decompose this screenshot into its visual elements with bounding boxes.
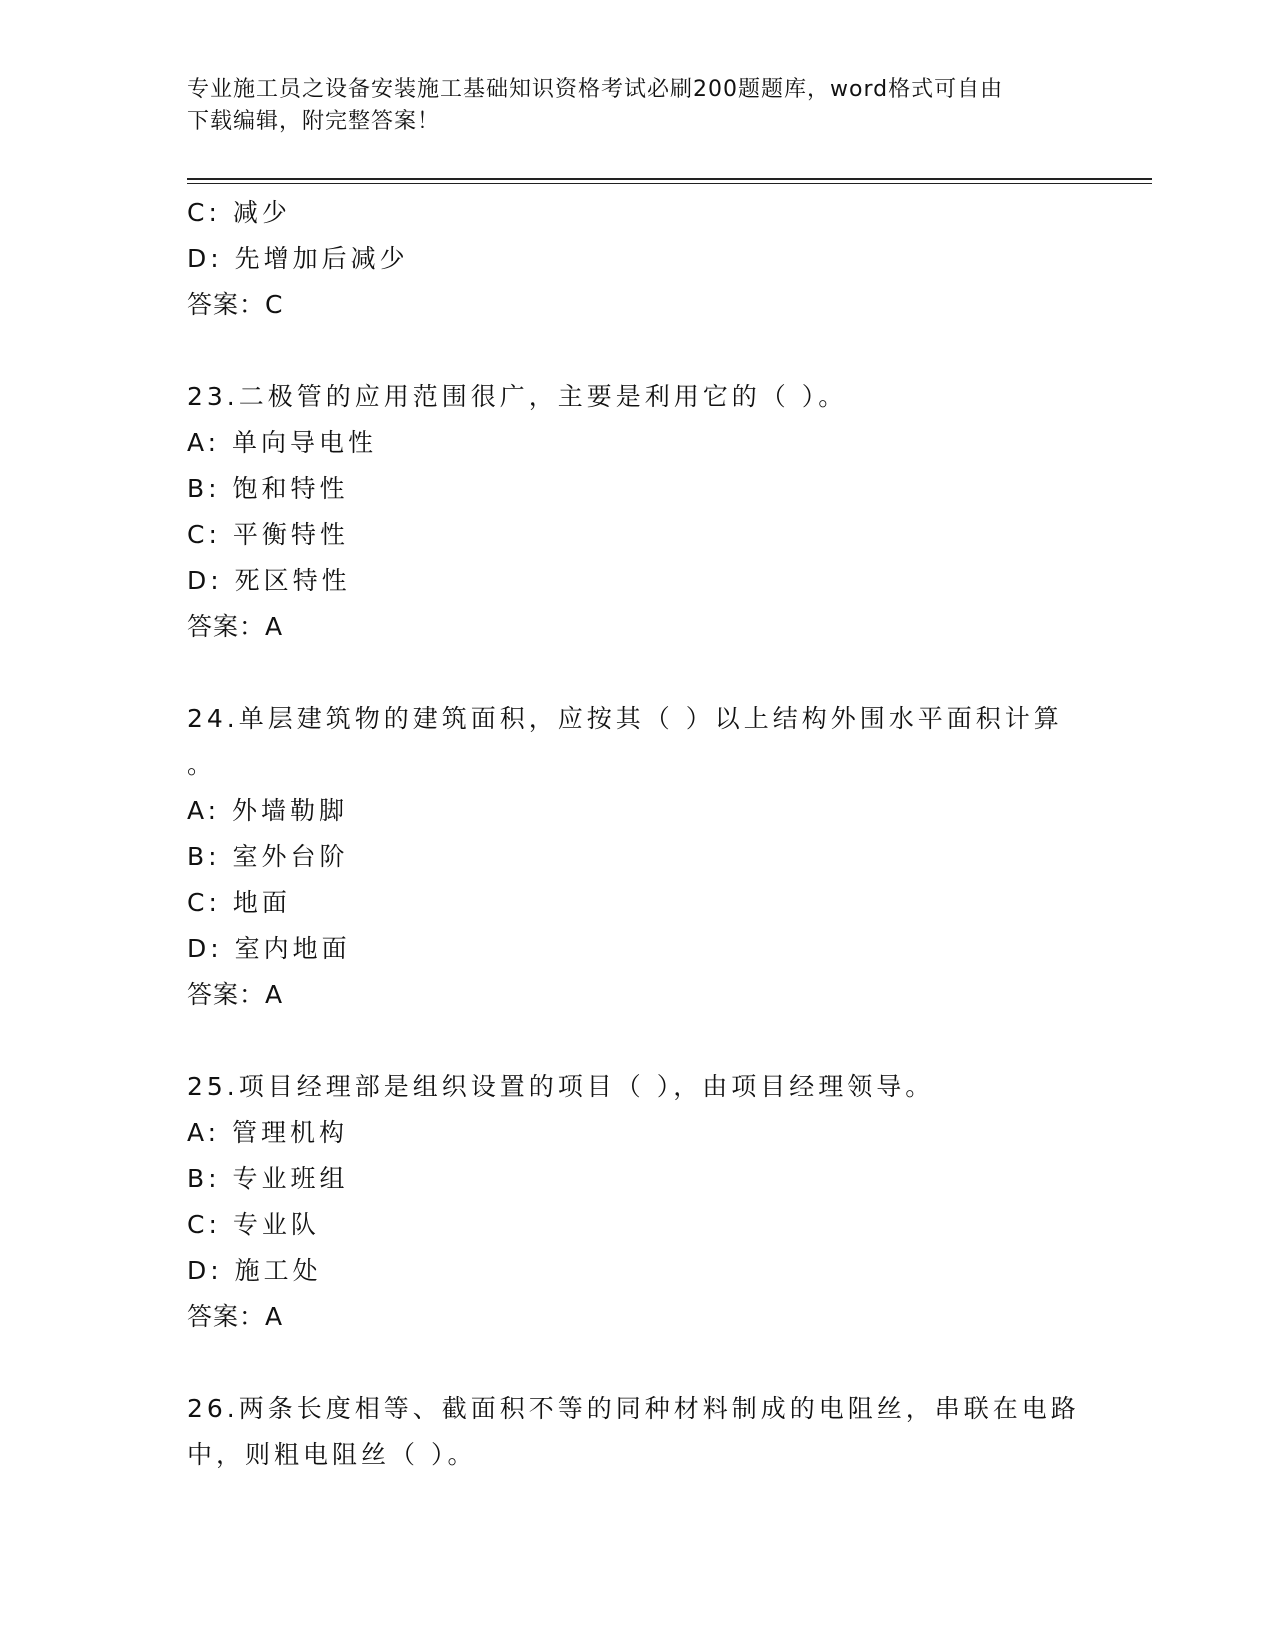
question-gap [187,1340,1087,1386]
option-c: C: 地面 [187,888,291,917]
option-d: D: 先增加后减少 [187,244,409,273]
answer: 答案：C [187,290,284,319]
header-divider-thin [187,183,1152,184]
option-b: B: 专业班组 [187,1164,349,1193]
question-gap [187,650,1087,696]
question-gap [187,1018,1087,1064]
question-26 [187,1386,1087,1478]
option-d: D: 室内地面 [187,934,351,963]
question-stem: 25.项目经理部是组织设置的项目（ ），由项目经理领导。 [187,1072,935,1101]
option-c: C: 平衡特性 [187,520,349,549]
question-22-continued [187,190,1087,328]
answer: 答案：A [187,612,284,641]
option-b: B: 室外台阶 [187,842,349,871]
option-d: D: 施工处 [187,1256,322,1285]
question-stem: 26.两条长度相等、截面积不等的同种材料制成的电阻丝，串联在电路 [187,1394,1080,1423]
question-stem-continued: 。 [187,750,217,779]
option-a: A: 外墙勒脚 [187,796,349,825]
document-body [187,190,1087,1478]
option-a: A: 单向导电性 [187,428,378,457]
header-line-1: 专业施工员之设备安装施工基础知识资格考试必刷200题题库，word格式可自由 [187,77,1004,102]
question-stem: 24.单层建筑物的建筑面积，应按其（ ）以上结构外围水平面积计算 [187,704,1063,733]
option-a: A: 管理机构 [187,1118,349,1147]
option-c: C: 专业队 [187,1210,320,1239]
question-stem-continued: 中，则粗电阻丝（ ）。 [187,1440,477,1469]
header-divider-thick [187,178,1152,180]
question-stem: 23.二极管的应用范围很广，主要是利用它的（ ）。 [187,382,848,411]
header-line-2: 下载编辑，附完整答案！ [187,109,441,134]
answer: 答案：A [187,1302,284,1331]
option-b: B: 饱和特性 [187,474,349,503]
question-24 [187,696,1087,1018]
question-gap [187,328,1087,374]
question-23 [187,374,1087,650]
answer: 答案：A [187,980,284,1009]
question-25 [187,1064,1087,1340]
option-d: D: 死区特性 [187,566,351,595]
document-header [187,74,1087,138]
option-c: C: 减少 [187,198,291,227]
